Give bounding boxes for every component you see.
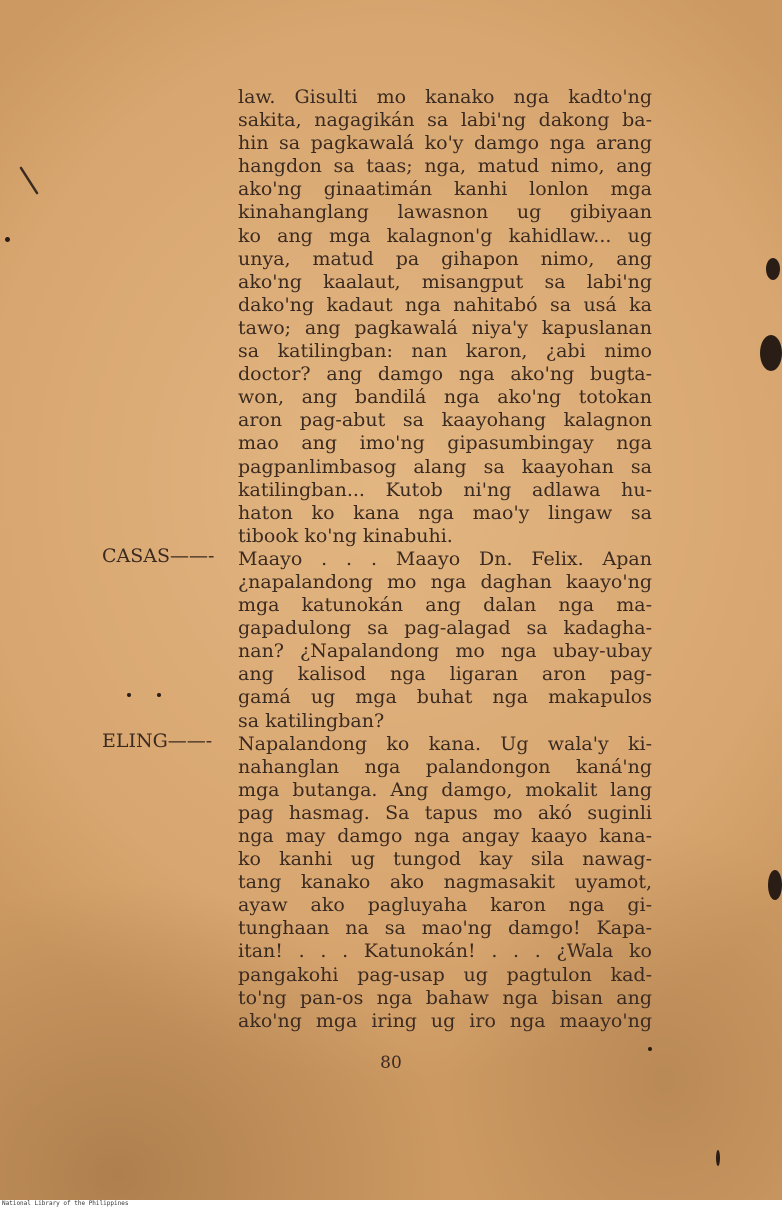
ink-spot bbox=[5, 237, 10, 242]
text-line: gapadulong sa pag-alagad sa kadagha- bbox=[238, 617, 652, 640]
text-line: tang kanako ako nagmasakit uyamot, bbox=[238, 871, 652, 894]
text-line: ako'ng kaalaut, misangput sa labi'ng bbox=[238, 270, 652, 293]
ink-spot bbox=[716, 1150, 720, 1166]
text-line: ako'ng ginaatimán kanhi lonlon mga bbox=[238, 178, 652, 201]
text-line: mga katunokán ang dalan nga ma- bbox=[238, 594, 652, 617]
text-line: doctor? ang damgo nga ako'ng bugta- bbox=[238, 363, 652, 386]
text-line: ¿napalandong mo nga daghan kaayo'ng bbox=[238, 570, 652, 593]
speaker-eling: ELING——- bbox=[102, 730, 213, 752]
text-line: ayaw ako pagluyaha karon nga gi- bbox=[238, 894, 652, 917]
ink-spot bbox=[157, 693, 161, 697]
text-line: mao ang imo'ng gipasumbingay nga bbox=[238, 432, 652, 455]
text-line: to'ng pan-os nga bahaw nga bisan ang bbox=[238, 986, 652, 1009]
speaker-casas: CASAS——- bbox=[102, 545, 215, 567]
ink-spot bbox=[766, 258, 780, 280]
ink-spot bbox=[760, 335, 782, 371]
text-line: nga may damgo nga angay kaayo kana- bbox=[238, 825, 652, 847]
text-line: sakita, nagagikán sa labi'ng dakong ba- bbox=[238, 109, 652, 132]
text-line: ko ang mga kalagnon'g kahidlaw... ug bbox=[238, 224, 652, 247]
text-line: dako'ng kadaut nga nahitabó sa usá ka bbox=[238, 293, 652, 316]
text-line: sa katilingban? bbox=[238, 709, 385, 732]
text-line: pangakohi pag-usap ug pagtulon kad- bbox=[238, 963, 652, 986]
text-line: itan! . . . Katunokán! . . . ¿Wala ko bbox=[238, 940, 652, 963]
text-line: kinahanglang lawasnon ug gibiyaan bbox=[238, 201, 652, 224]
text-line: unya, matud pa gihapon nimo, ang bbox=[238, 247, 652, 270]
text-line: gamá ug mga buhat nga makapulos bbox=[238, 686, 652, 709]
ink-spot bbox=[127, 693, 131, 697]
text-line: pagpanlimbasog alang sa kaayohan sa bbox=[238, 455, 652, 478]
text-line: hin sa pagkawalá ko'y damgo nga arang bbox=[238, 132, 652, 155]
text-line: katilingban... Kutob ni'ng adlawa hu- bbox=[238, 478, 652, 501]
text-line: pag hasmag. Sa tapus mo akó suginli bbox=[238, 801, 652, 824]
page-number: 80 bbox=[380, 1053, 402, 1073]
text-line: won, ang bandilá nga ako'ng totokan bbox=[238, 386, 652, 409]
text-line: tawo; ang pagkawalá niya'y kapuslanan bbox=[238, 316, 652, 339]
text-line: law. Gisulti mo kanako nga kadto'ng bbox=[238, 86, 652, 108]
text-line: tunghaan na sa mao'ng damgo! Kapa- bbox=[238, 917, 652, 940]
text-line: nan? ¿Napalandong mo nga ubay-ubay bbox=[238, 640, 652, 663]
ink-spot bbox=[648, 1047, 652, 1051]
text-line: nahanglan nga palandongon kaná'ng bbox=[238, 755, 652, 778]
text-line: tibook ko'ng kinabuhi. bbox=[238, 524, 453, 547]
text-line: hangdon sa taas; nga, matud nimo, ang bbox=[238, 155, 652, 178]
text-line: ako'ng mga iring ug iro nga maayo'ng bbox=[238, 1009, 652, 1032]
text-line: Napalandong ko kana. Ug wala'y ki- bbox=[238, 732, 652, 755]
pencil-mark bbox=[18, 165, 42, 197]
text-line: mga butanga. Ang damgo, mokalit lang bbox=[238, 778, 652, 801]
footer-watermark: National Library of the Philippines bbox=[0, 1200, 782, 1208]
text-line: ko kanhi ug tungod kay sila nawag- bbox=[238, 848, 652, 871]
text-line: ang kalisod nga ligaran aron pag- bbox=[238, 663, 652, 686]
text-line: Maayo . . . Maayo Dn. Felix. Apan bbox=[238, 547, 652, 570]
text-line: aron pag-abut sa kaayohang kalagnon bbox=[238, 409, 652, 432]
text-line: haton ko kana nga mao'y lingaw sa bbox=[238, 501, 652, 524]
ink-spot bbox=[768, 870, 782, 900]
text-line: sa katilingban: nan karon, ¿abi nimo bbox=[238, 340, 652, 363]
body-text bbox=[238, 86, 652, 1033]
